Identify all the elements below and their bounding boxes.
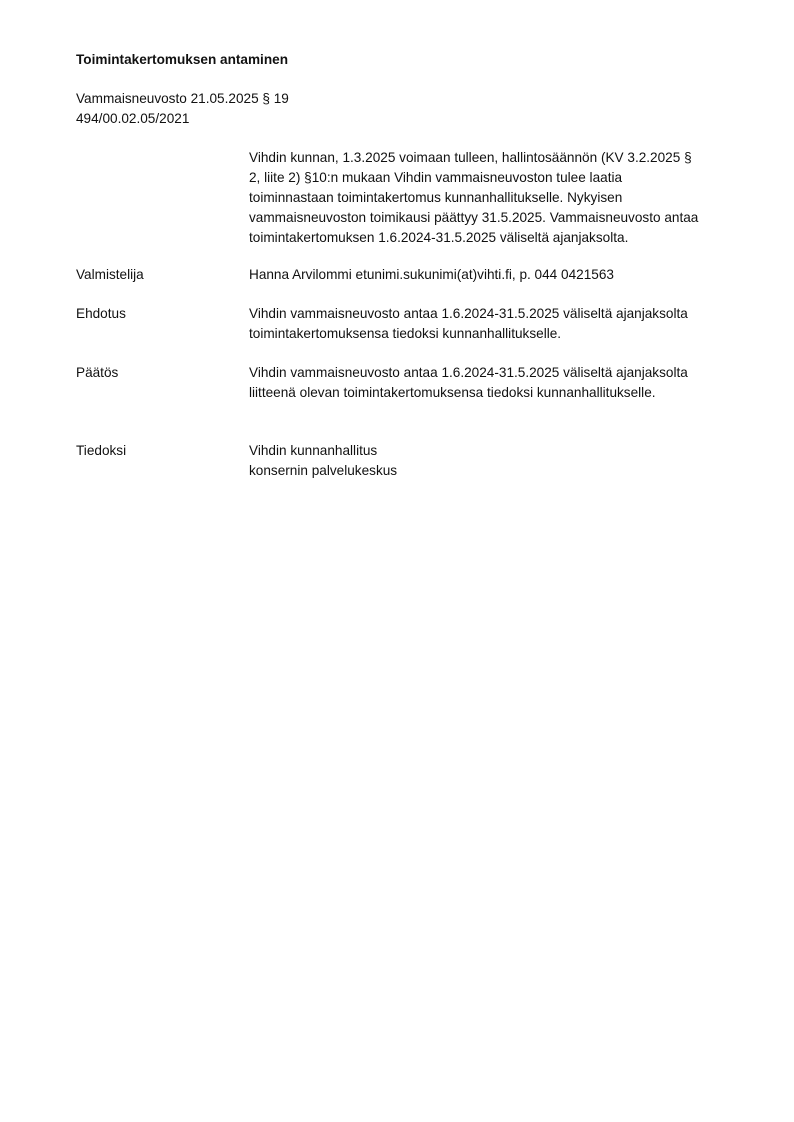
tiedoksi-recipient: konsernin palvelukeskus — [249, 463, 398, 478]
body-line: vammaisneuvoston toimikausi päättyy 31.5.2025. Vammaisneuvosto antaa — [249, 210, 699, 225]
ehdotus-line: Vihdin vammaisneuvosto antaa 1.6.2024-31.5.2025 väliseltä ajanjaksolta — [249, 306, 688, 321]
body-line: 2, liite 2) §10:n mukaan Vihdin vammaisneuvoston tulee laatia — [249, 170, 623, 185]
body-line: Vihdin kunnan, 1.3.2025 voimaan tulleen, hallintosäännön (KV 3.2.2025 § — [249, 150, 692, 165]
document-title: Toimintakertomuksen antaminen — [76, 52, 289, 67]
tiedoksi-label: Tiedoksi — [76, 443, 127, 458]
document-meta — [76, 89, 289, 129]
paatos-label: Päätös — [76, 365, 119, 380]
body-line: toimintakertomuksen 1.6.2024-31.5.2025 väliseltä ajanjaksolta. — [249, 230, 629, 245]
paatos-line: liitteenä olevan toimintakertomuksensa tiedoksi kunnanhallitukselle. — [249, 385, 656, 400]
valmistelija-value — [249, 265, 749, 285]
valmistelija-label: Valmistelija — [76, 267, 144, 282]
document-body — [249, 148, 744, 248]
body-line: toiminnastaan toimintakertomus kunnanhallitukselle. Nykyisen — [249, 190, 623, 205]
paatos-line: Vihdin vammaisneuvosto antaa 1.6.2024-31.5.2025 väliseltä ajanjaksolta — [249, 365, 688, 380]
ehdotus-label: Ehdotus — [76, 306, 126, 321]
meeting-reference: Vammaisneuvosto 21.05.2025 § 19 — [76, 91, 289, 106]
record-number: 494/00.02.05/2021 — [76, 111, 190, 126]
ehdotus-value — [249, 304, 749, 344]
valmistelija-contact: Hanna Arvilommi etunimi.sukunimi(at)vihti.fi, p. 044 0421563 — [249, 267, 614, 282]
ehdotus-line: toimintakertomuksensa tiedoksi kunnanhallitukselle. — [249, 326, 562, 341]
tiedoksi-recipient: Vihdin kunnanhallitus — [249, 443, 378, 458]
paatos-value — [249, 363, 749, 403]
tiedoksi-value — [249, 441, 749, 481]
